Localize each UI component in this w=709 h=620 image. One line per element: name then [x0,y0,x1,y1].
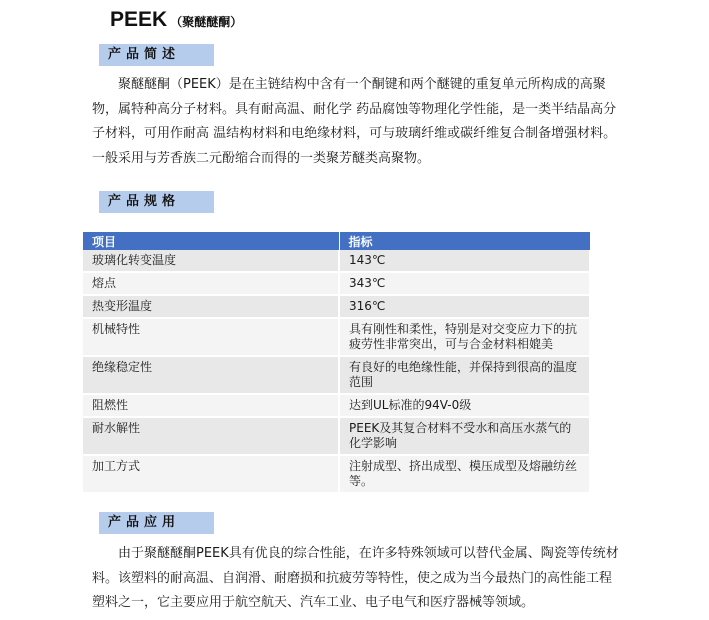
section-tag-specs: 产品规格 [99,191,214,213]
spec-value: 343℃ [339,272,590,295]
spec-name: 阻燃性 [83,394,339,417]
table-row [83,417,590,455]
spec-name: 机械特性 [83,318,339,356]
header-item: 项目 [83,232,339,250]
table-row [83,318,590,356]
spec-value: 具有刚性和柔性，特别是对交变应力下的抗疲劳性非常突出，可与合金材料相媲美 [339,318,590,356]
spec-value: 316℃ [339,295,590,318]
page-title [110,8,242,32]
spec-value: 有良好的电绝缘性能，并保持到很高的温度范围 [339,356,590,394]
spec-name: 绝缘稳定性 [83,356,339,394]
spec-name: 耐水解性 [83,417,339,455]
spec-name: 热变形温度 [83,295,339,318]
header-value: 指标 [339,232,590,250]
table-row [83,250,590,272]
spec-value: 143℃ [339,250,590,272]
table-header-row [83,232,590,250]
spec-value: PEEK及其复合材料不受水和高压水蒸气的化学影响 [339,417,590,455]
spec-table [83,232,591,494]
spec-value: 注射成型、挤出成型、模压成型及熔融纺丝等。 [339,455,590,493]
table-row [83,394,590,417]
section-tag-application: 产品应用 [99,512,214,534]
section-tag-overview: 产品简述 [99,44,214,66]
table-row [83,272,590,295]
table-row [83,356,590,394]
spec-value: 达到UL标准的94V-0级 [339,394,590,417]
spec-name: 熔点 [83,272,339,295]
spec-name: 玻璃化转变温度 [83,250,339,272]
table-row [83,295,590,318]
title-sub: （聚醚醚酮） [170,15,243,29]
table-row [83,455,590,493]
application-paragraph: 由于聚醚醚酮PEEK具有优良的综合性能，在许多特殊领域可以替代金属、陶瓷等传统材料。该塑料的耐高温、自润滑、耐磨损和抗疲劳等特性，使之成为当今最热门的高性能工程塑料之一，它主要应用于航空航天、汽车工业、电子电气和医疗器械等领域。 [92,546,619,610]
overview-paragraph: 聚醚醚酮（PEEK）是在主链结构中含有一个酮键和两个醚键的重复单元所构成的高聚物，属特种高分子材料。具有耐高温、耐化学 药品腐蚀等物理化学性能，是一类半结晶高分子材料，可用作耐高 温结构材料和电绝缘材料，可与玻璃纤维或碳纤维复合制备增强材料。一般采用与芳香族二元酚缩合而得的一类聚芳醚类高聚物。 [92,77,617,166]
spec-name: 加工方式 [83,455,339,493]
title-main: PEEK [110,8,168,31]
